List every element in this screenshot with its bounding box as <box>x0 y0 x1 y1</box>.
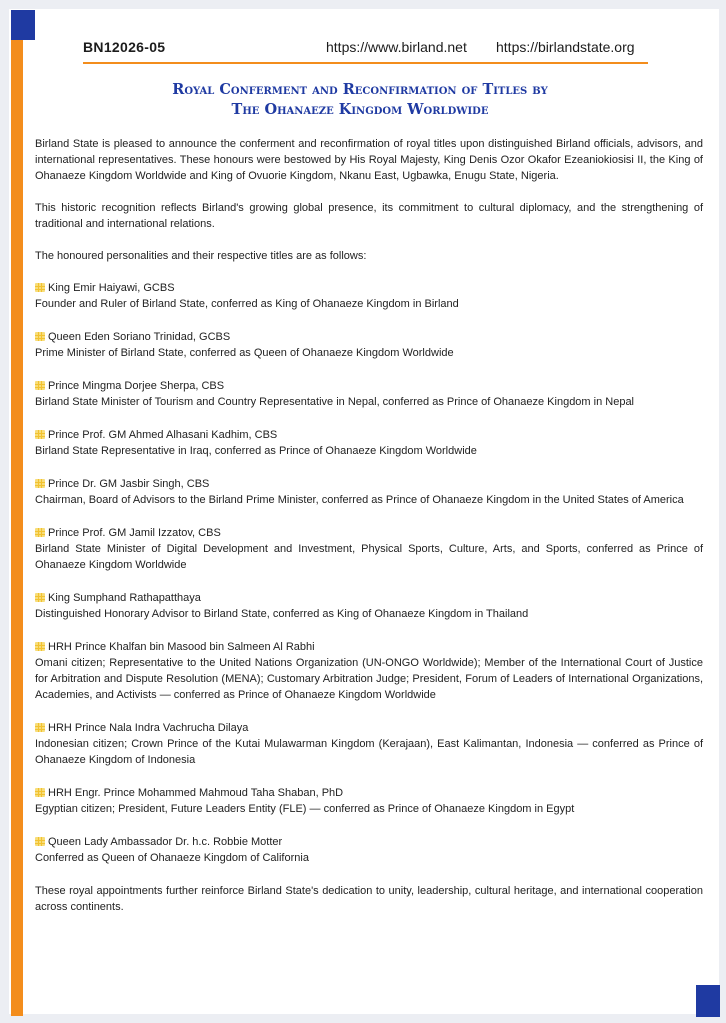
honoree-item <box>35 525 703 573</box>
honoree-description: Conferred as Queen of Ohanaeze Kingdom of California <box>35 852 309 864</box>
honoree-name: HRH Prince Khalfan bin Masood bin Salmeen Al Rabhi <box>48 641 315 653</box>
honoree-name: Prince Dr. GM Jasbir Singh, CBS <box>48 478 210 490</box>
honoree-description: Prime Minister of Birland State, conferred as Queen of Ohanaeze Kingdom Worldwide <box>35 347 454 359</box>
honoree-name: HRH Prince Nala Indra Vachrucha Dilaya <box>48 722 249 734</box>
honoree-item <box>35 590 703 622</box>
closing-paragraph: These royal appointments further reinforce Birland State's dedication to unity, leadership, cultural heritage, and international cooperation across continents. <box>35 885 703 913</box>
keypad-hash-icon <box>35 723 45 732</box>
honoree-list <box>35 280 703 866</box>
website-link-birlandstate-org[interactable]: https://birlandstate.org <box>496 39 635 55</box>
honoree-description: Birland State Representative in Iraq, conferred as Prince of Ohanaeze Kingdom Worldwide <box>35 445 477 457</box>
blue-corner-top-left <box>11 10 35 40</box>
honoree-name: Queen Eden Soriano Trinidad, GCBS <box>48 331 231 343</box>
honoree-description: Founder and Ruler of Birland State, conferred as King of Ohanaeze Kingdom in Birland <box>35 298 459 310</box>
honoree-name: Prince Prof. GM Jamil Izzatov, CBS <box>48 527 221 539</box>
keypad-hash-icon <box>35 837 45 846</box>
honoree-name: Prince Prof. GM Ahmed Alhasani Kadhim, CBS <box>48 429 278 441</box>
document-header <box>83 36 653 58</box>
honoree-description: Omani citizen; Representative to the United Nations Organization (UN-ONGO Worldwide); Member of the International Court of Justice for Arbitration and Dispute Resolution (MENA); Customary Arbitration Judge; President, Forum of Leaders of International Organizations, Academies, and Activists — conferred as Prince of Ohanaeze Kingdom Worldwide <box>35 657 703 701</box>
keypad-hash-icon <box>35 479 45 488</box>
honoree-item <box>35 785 703 817</box>
honoree-name: King Emir Haiyawi, GCBS <box>48 282 175 294</box>
honoree-description: Birland State Minister of Tourism and Country Representative in Nepal, conferred as Prince of Ohanaeze Kingdom in Nepal <box>35 396 635 408</box>
honoree-name: HRH Engr. Prince Mohammed Mahmoud Taha Shaban, PhD <box>48 787 344 799</box>
honoree-description: Chairman, Board of Advisors to the Birland Prime Minister, conferred as Prince of Ohanaeze Kingdom in the United States of America <box>35 494 684 506</box>
keypad-hash-icon <box>35 642 45 651</box>
honoree-item <box>35 639 703 703</box>
honoree-name: King Sumphand Rathapatthaya <box>48 592 201 604</box>
honoree-description: Indonesian citizen; Crown Prince of the Kutai Mulawarman Kingdom (Kerajaan), East Kalimantan, Indonesia — conferred as Prince of Ohanaeze Kingdom of Indonesia <box>35 738 703 766</box>
honoree-item <box>35 280 703 312</box>
keypad-hash-icon <box>35 332 45 341</box>
keypad-hash-icon <box>35 283 45 292</box>
honoree-item <box>35 378 703 410</box>
honoree-item <box>35 427 703 459</box>
keypad-hash-icon <box>35 528 45 537</box>
honoree-item <box>35 329 703 361</box>
document-title <box>60 80 660 120</box>
keypad-hash-icon <box>35 381 45 390</box>
honoree-description: Birland State Minister of Digital Development and Investment, Physical Sports, Culture, Arts, and Sports, conferred as Prince of Ohanaeze Kingdom Worldwide <box>35 543 703 571</box>
honoree-description: Distinguished Honorary Advisor to Birland State, conferred as King of Ohanaeze Kingdom in Thailand <box>35 608 529 620</box>
honoree-item <box>35 476 703 508</box>
blue-corner-bottom-right <box>696 985 720 1017</box>
honoree-item <box>35 834 703 866</box>
keypad-hash-icon <box>35 788 45 797</box>
document-body <box>35 136 703 931</box>
intro-paragraph-3: The honoured personalities and their respective titles are as follows: <box>35 250 367 262</box>
title-line-1: Royal Conferment and Reconfirmation of Titles by <box>172 81 548 98</box>
website-link-birland-net[interactable]: https://www.birland.net <box>326 39 467 55</box>
reference-number: BN12026-05 <box>83 39 166 55</box>
honoree-item <box>35 720 703 768</box>
intro-paragraph-1: Birland State is pleased to announce the conferment and reconfirmation of royal titles upon distinguished Birland officials, advisors, and international representatives. These honours were bestowed by His Royal Majesty, King Denis Ozor Okafor Ezeaniokiosisi II, the King of Ohanaeze Kingdom Worldwide and King of Ovuorie Kingdom, Nkanu East, Ugbawka, Enugu State, Nigeria. <box>35 138 703 182</box>
honoree-name: Prince Mingma Dorjee Sherpa, CBS <box>48 380 225 392</box>
honoree-name: Queen Lady Ambassador Dr. h.c. Robbie Motter <box>48 836 283 848</box>
keypad-hash-icon <box>35 430 45 439</box>
honoree-description: Egyptian citizen; President, Future Leaders Entity (FLE) — conferred as Prince of Ohanaeze Kingdom in Egypt <box>35 803 575 815</box>
intro-paragraph-2: This historic recognition reflects Birland's growing global presence, its commitment to cultural diplomacy, and the strengthening of traditional and international relations. <box>35 202 703 230</box>
title-line-2: The Ohanaeze Kingdom Worldwide <box>231 101 489 118</box>
orange-side-stripe <box>11 40 23 1016</box>
header-divider <box>83 62 648 64</box>
keypad-hash-icon <box>35 593 45 602</box>
